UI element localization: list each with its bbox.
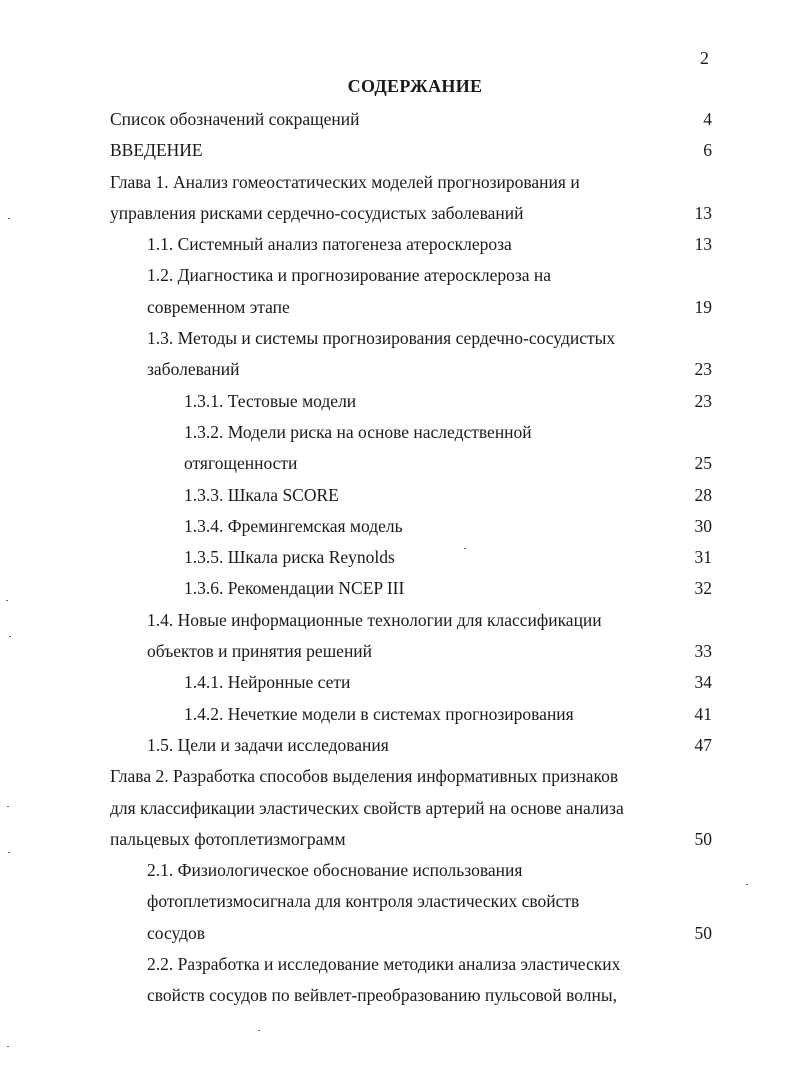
page-number: 2 [700, 48, 709, 68]
scan-speck [258, 1030, 260, 1031]
toc-entry[interactable] [0, 448, 792, 479]
toc-entry-text: 1.3.5. Шкала риска Reynolds [184, 547, 395, 568]
toc-entry-text: 1.4.2. Нечеткие модели в системах прогнозирования [184, 703, 574, 724]
scan-speck [7, 1046, 9, 1047]
toc-entry-page: 50 [694, 828, 712, 849]
toc-entry-text: ВВЕДЕНИЕ [110, 140, 203, 161]
toc-entry-page: 30 [694, 515, 712, 536]
toc-entry[interactable] [0, 793, 792, 824]
toc-entry[interactable] [0, 667, 792, 698]
toc-entry[interactable] [0, 511, 792, 542]
toc-entry[interactable] [0, 354, 792, 385]
toc-entry-text: фотоплетизмосигнала для контроля эластических свойств [147, 891, 580, 912]
toc-entry[interactable] [0, 292, 792, 323]
toc-entry-page: 28 [694, 484, 712, 505]
toc-entry-text: управления рисками сердечно-сосудистых заболеваний [110, 202, 524, 223]
toc-entry-text: 1.2. Диагностика и прогнозирование атеросклероза на [147, 265, 552, 286]
toc-entry-page: 19 [694, 296, 712, 317]
toc-entry-page: 33 [694, 641, 712, 662]
toc-entry-text: заболеваний [147, 359, 240, 380]
toc-entry[interactable] [0, 260, 792, 291]
toc-entry-text: свойств сосудов по вейвлет-преобразованию пульсовой волны, [147, 985, 617, 1006]
toc-entry[interactable] [0, 636, 792, 667]
toc-entry-page: 13 [694, 202, 712, 223]
scan-speck [6, 600, 8, 601]
toc-entry-page: 47 [694, 734, 712, 755]
toc-entry[interactable] [0, 167, 792, 198]
toc-title: СОДЕРЖАНИЕ [347, 76, 483, 96]
toc-entry[interactable] [0, 730, 792, 761]
toc-entry-text: отягощенности [184, 453, 298, 474]
toc-entry[interactable] [0, 229, 792, 260]
toc-entry[interactable] [0, 323, 792, 354]
toc-entry[interactable] [0, 918, 792, 949]
table-of-contents [0, 104, 792, 1012]
toc-entry-page: 23 [694, 390, 712, 411]
toc-entry-page: 41 [694, 703, 712, 724]
toc-entry[interactable] [0, 855, 792, 886]
toc-entry[interactable] [0, 480, 792, 511]
toc-entry-text: 1.3.2. Модели риска на основе наследственной [184, 421, 532, 442]
toc-entry-text: пальцевых фотоплетизмограмм [110, 828, 346, 849]
toc-entry-text: современном этапе [147, 296, 290, 317]
toc-entry[interactable] [0, 542, 792, 573]
toc-entry-text: Список обозначений сокращений [110, 109, 360, 129]
toc-entry-text: 2.2. Разработка и исследование методики анализа эластических [147, 954, 621, 975]
toc-entry-text: Глава 2. Разработка способов выделения информативных признаков [110, 766, 619, 787]
toc-entry[interactable] [0, 761, 792, 792]
toc-entry-page: 31 [694, 547, 712, 568]
toc-entry-page: 23 [694, 359, 712, 380]
toc-entry-text: 1.3.3. Шкала SCORE [184, 484, 339, 505]
toc-entry-text: 1.3.1. Тестовые модели [184, 390, 357, 411]
toc-entry[interactable] [0, 980, 792, 1011]
toc-entry-text: 1.3.6. Рекомендации NCEP III [184, 578, 405, 599]
toc-entry-page: 25 [694, 453, 712, 474]
toc-entry[interactable] [0, 699, 792, 730]
toc-entry[interactable] [0, 824, 792, 855]
toc-entry-page: 13 [694, 234, 712, 255]
toc-entry-text: Глава 1. Анализ гомеостатических моделей прогнозирования и [110, 171, 580, 192]
toc-entry[interactable] [0, 417, 792, 448]
toc-entry[interactable] [0, 605, 792, 636]
toc-entry[interactable] [0, 573, 792, 604]
toc-entry-page: 4 [703, 109, 712, 129]
toc-entry-text: 1.4.1. Нейронные сети [184, 672, 351, 693]
scan-speck [8, 218, 10, 219]
toc-entry[interactable] [0, 949, 792, 980]
toc-entry[interactable] [0, 198, 792, 229]
toc-entry-text: сосудов [147, 922, 206, 943]
toc-entry-page: 34 [694, 672, 712, 693]
toc-entry[interactable] [0, 104, 792, 135]
toc-entry[interactable] [0, 386, 792, 417]
toc-entry-text: 1.3.4. Фремингемская модель [184, 515, 403, 536]
scan-speck [746, 884, 748, 885]
toc-entry[interactable] [0, 135, 792, 166]
scan-speck [7, 806, 9, 807]
toc-entry-page: 32 [694, 578, 712, 599]
scan-speck [8, 852, 10, 853]
toc-entry-text: 1.3. Методы и системы прогнозирования сердечно-сосудистых [147, 328, 616, 349]
toc-entry-text: объектов и принятия решений [147, 641, 373, 662]
toc-entry-text: для классификации эластических свойств артерий на основе анализа [110, 797, 624, 818]
scan-speck [9, 636, 11, 637]
toc-entry-text: 1.4. Новые информационные технологии для классификации [147, 609, 602, 630]
toc-entry-page: 50 [694, 922, 712, 943]
scan-speck [464, 548, 466, 549]
toc-entry[interactable] [0, 886, 792, 917]
toc-entry-text: 2.1. Физиологическое обоснование использования [147, 860, 523, 881]
toc-entry-text: 1.5. Цели и задачи исследования [147, 734, 389, 755]
toc-entry-text: 1.1. Системный анализ патогенеза атеросклероза [147, 234, 512, 255]
toc-entry-page: 6 [703, 140, 712, 161]
